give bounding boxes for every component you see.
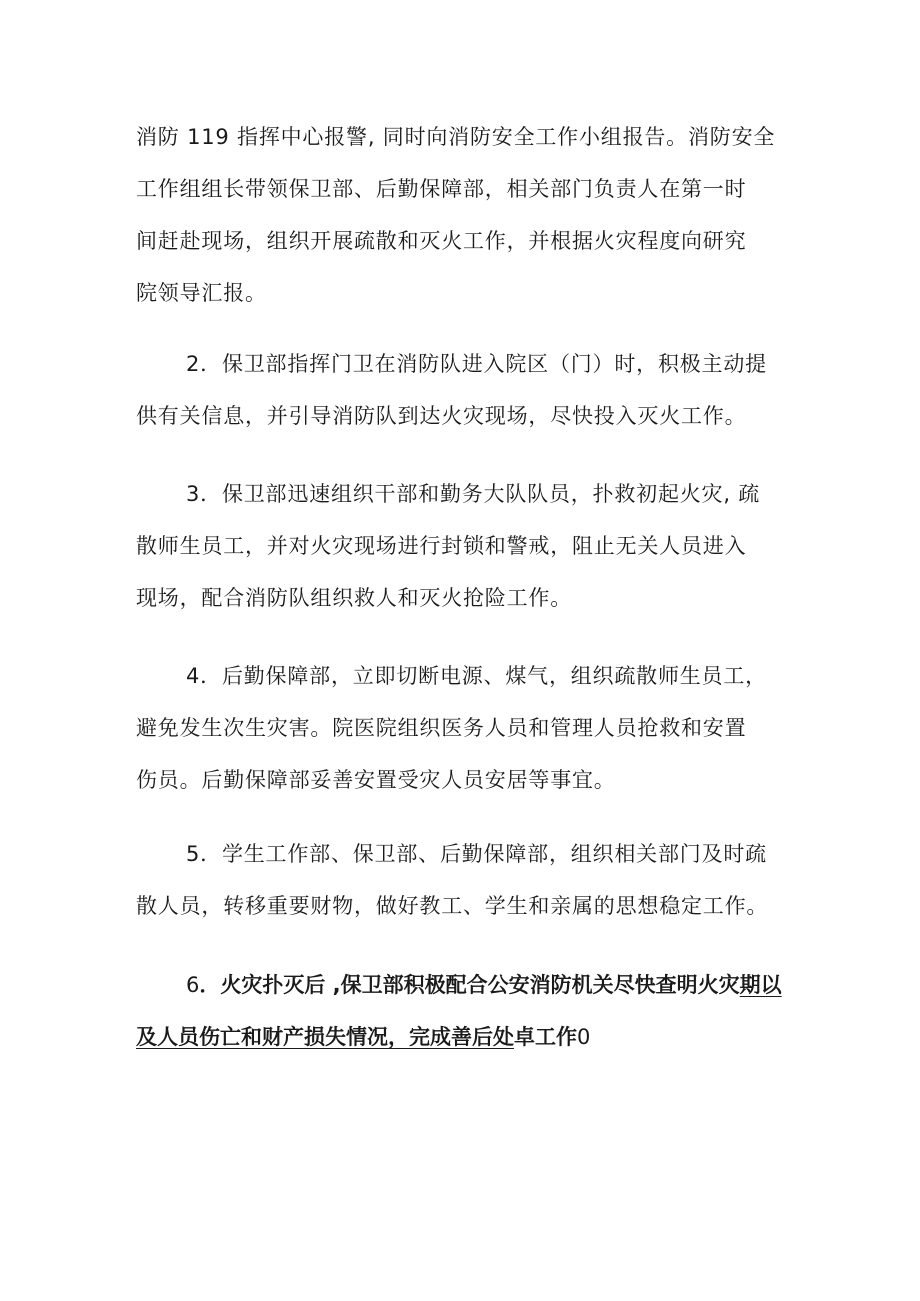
paragraph-line: 避免发生次生灾害。院医院组织医务人员和管理人员抢救和安置	[136, 716, 747, 740]
paragraph-4	[136, 650, 800, 806]
paragraph-line: 4．后勤保障部，立即切断电源、煤气，组织疏散师生员工，	[186, 664, 767, 688]
paragraph-line: 散师生员工，并对火灾现场进行封锁和警戒，阻止无关人员进入	[136, 534, 747, 558]
paragraph-line: 伤员。后勤保障部妥善安置受灾人员安居等事宜。	[136, 768, 616, 792]
paragraph-line: 现场，配合消防队组织救人和灭火抢险工作。	[136, 586, 572, 610]
underlined-text: 期以	[739, 973, 782, 997]
line-text: ．火灾扑灭后 ,保卫部积极配合公安消防机关尽快查明火灾	[199, 973, 740, 997]
paragraph-1	[136, 111, 800, 319]
paragraph-6	[136, 959, 800, 1063]
paragraph-line: 工作组组长带领保卫部、后勤保障部，相关部门负责人在第一时	[136, 177, 747, 201]
paragraph-line	[136, 1011, 800, 1063]
paragraph-line: 散人员，转移重要财物，做好教工、学生和亲属的思想稳定工作。	[136, 894, 769, 918]
line-text: 卓工作	[514, 1025, 577, 1049]
trailing-char: 0	[577, 1025, 591, 1049]
paragraph-line: 3．保卫部迅速组织干部和勤务大队队员，扑救初起火灾, 疏	[186, 482, 761, 506]
item-number: 6	[186, 973, 200, 997]
paragraph-line: 5．学生工作部、保卫部、后勤保障部，组织相关部门及时疏	[186, 842, 767, 866]
paragraph-line: 院领导汇报。	[136, 281, 267, 305]
paragraph-line: 消防 119 指挥中心报警, 同时向消防安全工作小组报告。消防安全	[136, 125, 776, 149]
paragraph-line: 供有关信息，并引导消防队到达火灾现场，尽快投入灭火工作。	[136, 404, 747, 428]
paragraph-3	[136, 468, 800, 624]
paragraph-line: 2．保卫部指挥门卫在消防队进入院区（门）时，积极主动提	[186, 352, 767, 376]
underlined-text: 及人员伤亡和财产损失情况，完成善后处	[136, 1025, 514, 1049]
paragraph-line	[136, 959, 800, 1011]
paragraph-line: 间赶赴现场，组织开展疏散和灭火工作，并根据火灾程度向研究	[136, 229, 747, 253]
paragraph-2	[136, 338, 800, 442]
paragraph-5	[136, 828, 800, 932]
